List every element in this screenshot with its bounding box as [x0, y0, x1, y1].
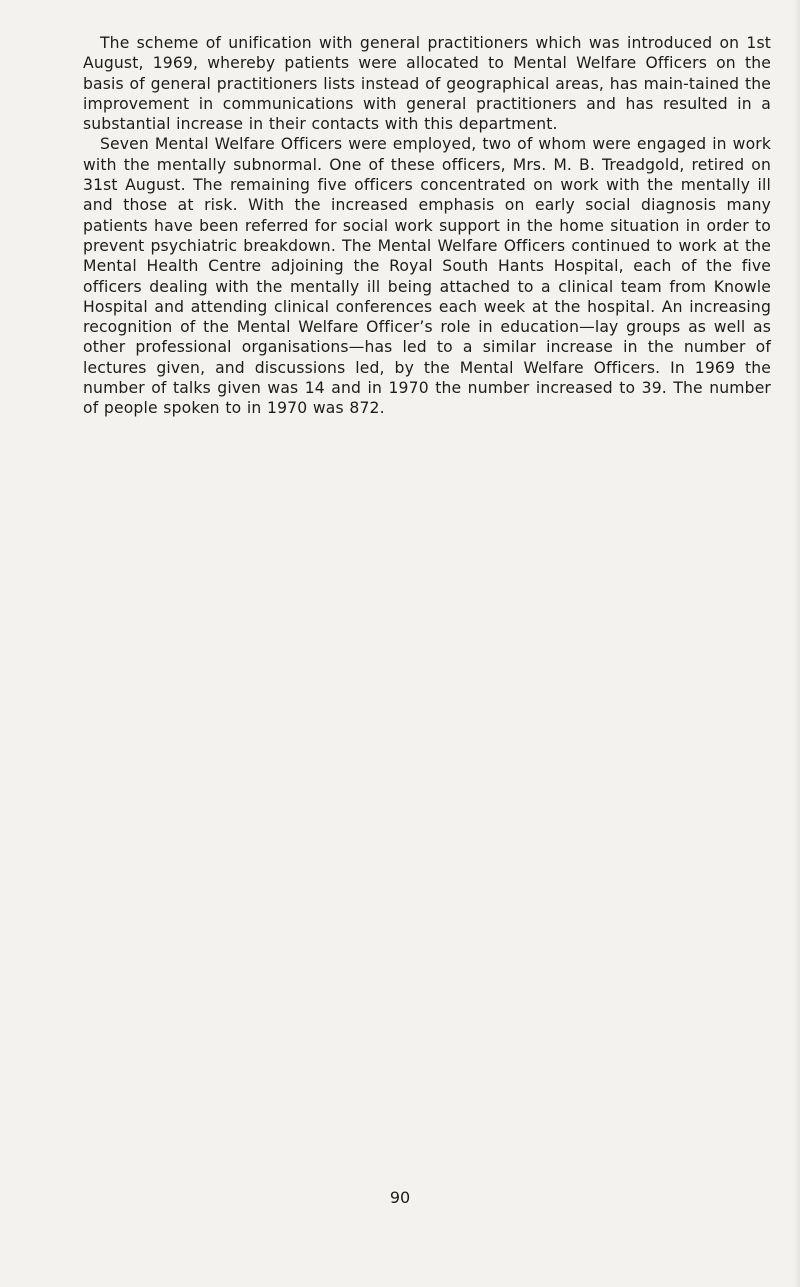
paragraph-unification: The scheme of unification with general practitioners which was introduced on 1st August, 1969, whereby patients were allocated to Mental Welfare Officers on the basis of general practitioners lists instead of geographical areas, has main-tained the improvement in communications with general practitioners and has resulted in a substantial increase in their contacts with this department. [83, 34, 771, 134]
page-number: 90 [389, 1188, 411, 1207]
body-text [83, 33, 771, 419]
page-edge-shadow [794, 0, 800, 1287]
paragraph-mental-welfare-officers: Seven Mental Welfare Officers were employed, two of whom were engaged in work with the mentally subnormal. One of these officers, Mrs. M. B. Treadgold, retired on 31st August. The remaining five officers concentrated on work with the mentally ill and those at risk. With the increased emphasis on early social diagnosis many patients have been referred for social work support in the home situation in order to prevent psychiatric breakdown. The Mental Welfare Officers continued to work at the Mental Health Centre adjoining the Royal South Hants Hospital, each of the five officers dealing with the mentally ill being attached to a clinical team from Knowle Hospital and attending clinical conferences each week at the hospital. An increasing recognition of the Mental Welfare Officer’s role in education—lay groups as well as other professional organisations—has led to a similar increase in the number of lectures given, and discussions led, by the Mental Welfare Officers. In 1969 the number of talks given was 14 and in 1970 the number increased to 39. The number of people spoken to in 1970 was 872. [83, 135, 771, 418]
